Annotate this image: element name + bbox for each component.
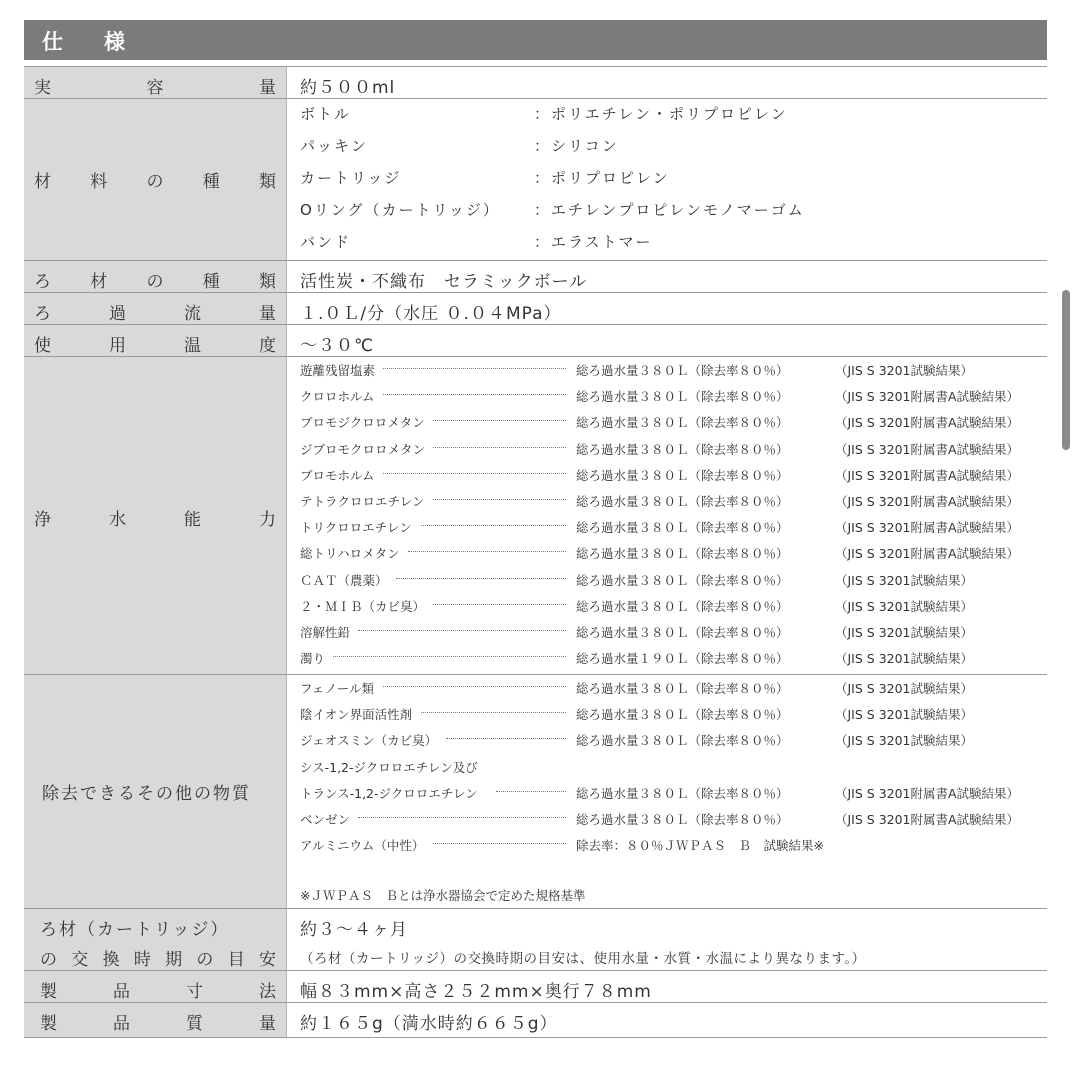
material-name: パッキン bbox=[300, 137, 368, 155]
filtration-result: 総ろ過水量３８０Ｌ（除去率８０％） bbox=[576, 546, 789, 562]
test-standard: （JIS S 3201試験結果） bbox=[835, 733, 974, 749]
value-weight: 約１６５g（満水時約６６５g） bbox=[300, 1014, 558, 1034]
filtration-result: 総ろ過水量３８０Ｌ（除去率８０％） bbox=[576, 681, 789, 696]
leader-dots bbox=[433, 447, 566, 448]
row-capacity bbox=[24, 66, 1047, 99]
substance-name: 溶解性鉛 bbox=[300, 625, 351, 640]
leader-dots bbox=[383, 368, 566, 369]
substance-name: ジブロモクロロメタン bbox=[300, 441, 426, 457]
substance-name: 陰イオン界面活性剤 bbox=[300, 707, 413, 723]
test-standard: （JIS S 3201試験結果） bbox=[835, 625, 974, 640]
filtration-result: 総ろ過水量３８０Ｌ（除去率８０％） bbox=[576, 415, 789, 431]
filtration-result: 総ろ過水量３８０Ｌ（除去率８０％） bbox=[576, 441, 789, 457]
label-other-substances: 除去できるその他の物質 bbox=[24, 675, 287, 909]
jwpas-note: ※ＪＷＰＡＳ Ｂとは浄水器協会で定めた規格基準 bbox=[300, 888, 586, 903]
label-capacity bbox=[24, 67, 287, 99]
leader-dots bbox=[358, 630, 566, 631]
row-filter-type bbox=[24, 260, 1047, 293]
substance-name: ２・ＭＩＢ（カビ臭） bbox=[300, 598, 426, 614]
substance-name: ジェオスミン（カビ臭） bbox=[300, 733, 438, 749]
leader-dots bbox=[333, 656, 566, 657]
material-value: ：エチレンプロピレンモノマーゴム bbox=[534, 201, 805, 219]
test-standard: （JIS S 3201試験結果） bbox=[835, 598, 974, 614]
test-standard: （JIS S 3201附属書A試験結果） bbox=[835, 785, 1020, 801]
leader-dots bbox=[383, 473, 566, 474]
substance-name: シス-1,2-ジクロロエチレン及び bbox=[300, 759, 478, 775]
leader-dots bbox=[383, 394, 566, 395]
substance-name: 遊離残留塩素 bbox=[300, 363, 376, 378]
leader-dots bbox=[433, 499, 566, 500]
row-materials bbox=[24, 98, 1047, 261]
filtration-result: 総ろ過水量３８０Ｌ（除去率８０％） bbox=[576, 363, 789, 378]
label-weight: 製 品 質 量 bbox=[24, 1003, 287, 1037]
test-standard: （JIS S 3201附属書A試験結果） bbox=[835, 467, 1020, 483]
value-dimensions: 幅８３mm×高さ２５２mm×奥行７８mm bbox=[300, 982, 652, 1002]
material-value: ：ポリエチレン・ポリプロピレン bbox=[534, 105, 788, 123]
row-flow-rate bbox=[24, 292, 1047, 325]
substance-name: ブロモジクロロメタン bbox=[300, 415, 425, 431]
filtration-result: 総ろ過水量３８０Ｌ（除去率８０％） bbox=[576, 733, 789, 749]
material-name: ボトル bbox=[300, 105, 352, 123]
label-capacity-text: 実 容 量 bbox=[34, 78, 276, 98]
substance-name: ベンゼン bbox=[300, 812, 351, 827]
label-temperature: 使 用 温 度 bbox=[24, 325, 287, 357]
test-standard: （JIS S 3201試験結果） bbox=[835, 681, 974, 696]
value-replacement: 約３～４ヶ月 bbox=[300, 920, 408, 940]
test-standard: （JIS S 3201附属書A試験結果） bbox=[835, 546, 1020, 562]
spec-title: 仕 様 bbox=[42, 30, 135, 54]
value-capacity: 約５００ml bbox=[300, 78, 396, 98]
test-standard: （JIS S 3201附属書A試験結果） bbox=[835, 389, 1020, 405]
test-standard: （JIS S 3201試験結果） bbox=[835, 651, 974, 667]
material-name: バンド bbox=[300, 233, 352, 251]
substance-name: トランス-1,2-ジクロロエチレン bbox=[300, 785, 478, 801]
row-purification bbox=[24, 356, 1047, 675]
filtration-result: 除去率：８０％ＪＷＰＡＳ Ｂ 試験結果※ bbox=[576, 838, 824, 854]
test-standard: （JIS S 3201試験結果） bbox=[835, 707, 974, 723]
test-standard: （JIS S 3201試験結果） bbox=[835, 363, 974, 378]
substance-name: 濁り bbox=[300, 651, 326, 667]
label-replacement: ろ材（カートリッジ） の 交 換 時 期 の 目 安 bbox=[24, 909, 287, 971]
leader-dots bbox=[358, 817, 566, 818]
row-weight bbox=[24, 1002, 1047, 1038]
test-standard: （JIS S 3201附属書A試験結果） bbox=[835, 812, 1020, 827]
leader-dots bbox=[383, 686, 566, 687]
row-replacement bbox=[24, 908, 1047, 971]
label-materials: 材 料 の 種 類 bbox=[24, 99, 287, 261]
leader-dots bbox=[421, 712, 567, 713]
material-name: Oリング（カートリッジ） bbox=[300, 201, 500, 219]
filtration-result: 総ろ過水量３８０Ｌ（除去率８０％） bbox=[576, 707, 789, 723]
filtration-result: 総ろ過水量３８０Ｌ（除去率８０％） bbox=[576, 812, 789, 827]
row-dimensions bbox=[24, 970, 1047, 1003]
leader-dots bbox=[433, 420, 566, 421]
filtration-result: 総ろ過水量３８０Ｌ（除去率８０％） bbox=[576, 389, 789, 405]
material-value: ：ポリプロピレン bbox=[534, 169, 670, 187]
filtration-result: 総ろ過水量３８０Ｌ（除去率８０％） bbox=[576, 598, 789, 614]
label-filter-type: ろ 材 の 種 類 bbox=[24, 261, 287, 293]
value-temperature: ～３０℃ bbox=[300, 336, 375, 356]
value-filter-type: 活性炭・不織布 セラミックボール bbox=[300, 272, 588, 292]
leader-dots bbox=[408, 551, 566, 552]
leader-dots bbox=[446, 738, 567, 739]
test-standard: （JIS S 3201附属書A試験結果） bbox=[835, 494, 1020, 509]
row-temperature bbox=[24, 324, 1047, 357]
filtration-result: 総ろ過水量３８０Ｌ（除去率８０％） bbox=[576, 785, 789, 801]
scrollbar-thumb[interactable] bbox=[1062, 290, 1070, 450]
spec-header bbox=[24, 20, 1047, 60]
substance-name: クロロホルム bbox=[300, 389, 375, 405]
label-purification: 浄 水 能 力 bbox=[24, 357, 287, 675]
leader-dots bbox=[496, 791, 567, 792]
label-dimensions: 製 品 寸 法 bbox=[24, 971, 287, 1003]
substance-name: トリクロロエチレン bbox=[300, 520, 412, 536]
filtration-result: 総ろ過水量１９０Ｌ（除去率８０％） bbox=[576, 651, 789, 667]
test-standard: （JIS S 3201附属書A試験結果） bbox=[835, 415, 1020, 431]
test-standard: （JIS S 3201附属書A試験結果） bbox=[835, 520, 1020, 536]
substance-name: ブロモホルム bbox=[300, 467, 375, 483]
substance-name: アルミニウム（中性） bbox=[300, 838, 425, 854]
leader-dots bbox=[433, 843, 566, 844]
material-value: ：エラストマー bbox=[534, 233, 653, 251]
note-replacement: （ろ材（カートリッジ）の交換時期の目安は、使用水量・水質・水温により異なります。） bbox=[300, 951, 866, 967]
material-name: カートリッジ bbox=[300, 169, 402, 187]
substance-name: フェノール類 bbox=[300, 681, 375, 696]
row-other-substances bbox=[24, 674, 1047, 909]
substance-name: テトラクロロエチレン bbox=[300, 494, 425, 509]
substance-name: ＣＡＴ（農薬） bbox=[300, 572, 388, 588]
filtration-result: 総ろ過水量３８０Ｌ（除去率８０％） bbox=[576, 494, 789, 509]
filtration-result: 総ろ過水量３８０Ｌ（除去率８０％） bbox=[576, 572, 789, 588]
leader-dots bbox=[396, 578, 567, 579]
label-flow-rate: ろ 過 流 量 bbox=[24, 293, 287, 325]
substance-name: 総トリハロメタン bbox=[300, 546, 400, 562]
leader-dots bbox=[421, 525, 567, 526]
filtration-result: 総ろ過水量３８０Ｌ（除去率８０％） bbox=[576, 625, 789, 640]
filtration-result: 総ろ過水量３８０Ｌ（除去率８０％） bbox=[576, 467, 789, 483]
leader-dots bbox=[433, 604, 566, 605]
test-standard: （JIS S 3201試験結果） bbox=[835, 572, 974, 588]
value-flow-rate: １.０Ｌ/分（水圧 ０.０４MPa） bbox=[300, 304, 562, 324]
test-standard: （JIS S 3201附属書A試験結果） bbox=[835, 441, 1020, 457]
filtration-result: 総ろ過水量３８０Ｌ（除去率８０％） bbox=[576, 520, 789, 536]
material-value: ：シリコン bbox=[534, 137, 619, 155]
